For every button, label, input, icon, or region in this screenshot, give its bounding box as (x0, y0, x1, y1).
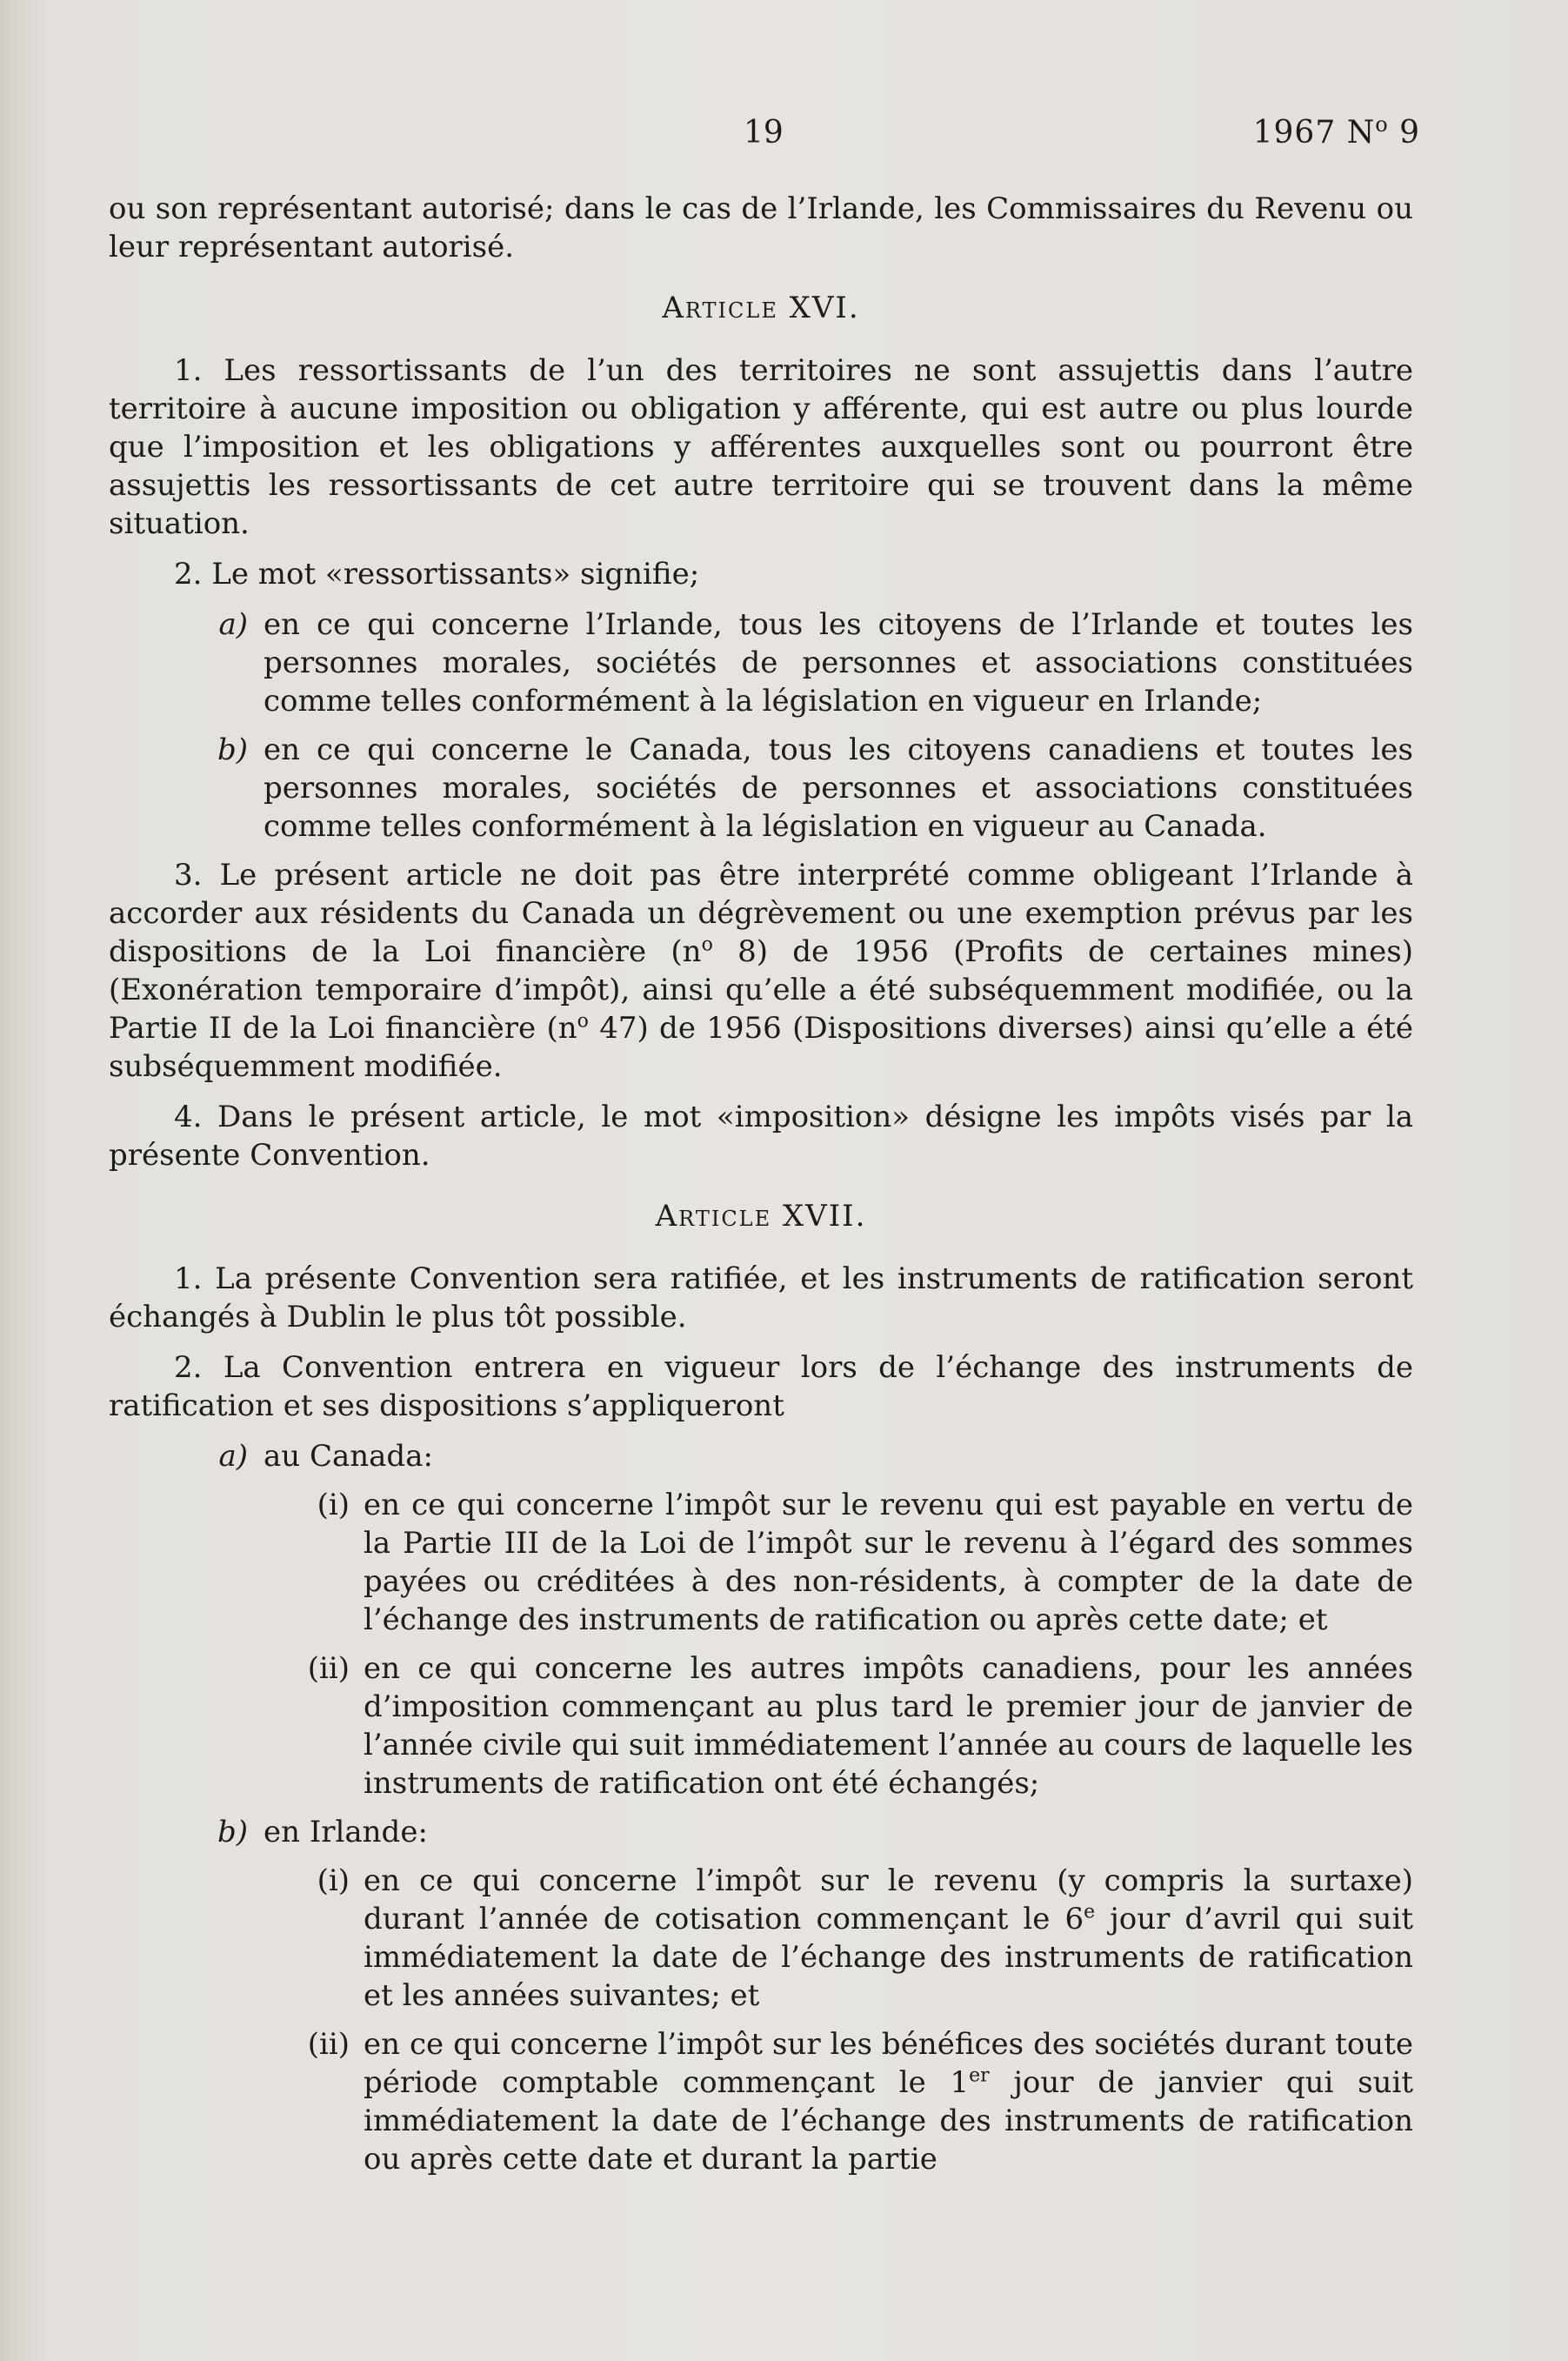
article-16-para-4: 4. Dans le présent article, le mot «imposition» désigne les impôts visés par la présente Convention. (109, 1100, 1413, 1173)
subitem-text-part-2: jour de janvier qui suit immédiatement la date de l’échange des instruments de ratification ou après cette date et durant la partie (364, 2065, 1413, 2177)
article-16-item-b (109, 731, 1413, 846)
article-17-heading: Article XVII. (655, 1199, 867, 1234)
subitem-sup: e (1084, 1901, 1096, 1923)
issue-prefix: N (1346, 115, 1376, 150)
para-3-part-2: 8) de 1956 (Profits de certaines mines) (Exonération temporaire d’impôt), ainsi qu’elle a été subséquemment modifiée, ou la Partie II de la Loi financière (n (109, 934, 1413, 1046)
para-3-part-1: 3. Le présent article ne doit pas être interprété comme obligeant l’Irlande à accorder aux résidents du Canada un dégrèvement ou une exemption prévus par les dispositions de la Loi financière (n (109, 858, 1413, 969)
article-17-item-b-ii (298, 2025, 1413, 2178)
issue-number: 9 (1399, 115, 1420, 150)
para-3-sup-2: o (577, 1010, 589, 1033)
issue-reference (1252, 112, 1420, 150)
item-label: b) (217, 732, 248, 767)
subitem-text (364, 1862, 1413, 2015)
article-16-item-a (109, 605, 1413, 720)
item-label: b) (217, 1815, 248, 1849)
page-number: 19 (744, 115, 784, 150)
article-16-para-3 (109, 856, 1413, 1086)
document-body (109, 190, 1413, 2189)
continued-paragraph: ou son représentant autorisé; dans le cas de l’Irlande, les Commissaires du Revenu ou leur représentant autorisé. (109, 191, 1413, 264)
article-17-item-a-ii (298, 1649, 1413, 1803)
subitem-text-part-2: jour d’avril qui suit immédiatement la date de l’échange des instruments de ratification et les années suivantes; et (364, 1902, 1413, 2013)
subitem-text: en ce qui concerne les autres impôts canadiens, pour les années d’imposition commençant au plus tard le premier jour de janvier de l’année civile qui suit immédiatement l’année au cours de laquelle les instruments de ratification ont été échangés; (364, 1651, 1413, 1801)
article-16-para-2: 2. Le mot «ressortissants» signifie; (174, 557, 700, 592)
article-17-item-b-i (298, 1862, 1413, 2015)
issue-prefix-sup: o (1375, 112, 1389, 137)
item-label: a) (218, 1439, 248, 1474)
article-17-item-a-i (298, 1486, 1413, 1639)
item-text: au Canada: (264, 1439, 433, 1474)
article-16-heading: Article XVI. (662, 291, 860, 325)
subitem-label: (i) (317, 1863, 350, 1898)
item-label: a) (218, 607, 248, 642)
subitem-text-part-1: en ce qui concerne l’impôt sur les bénéfices des sociétés durant toute période comptable commençant le 1 (364, 2027, 1413, 2100)
subitem-text: en ce qui concerne l’impôt sur le revenu qui est payable en vertu de la Partie III de la Loi de l’impôt sur le revenu à l’égard des sommes payées ou créditées à des non-résidents, à compter de la date de l’échange des instruments de ratification ou après cette date; et (364, 1488, 1413, 1637)
page-header (0, 112, 1568, 158)
article-16-para-1: 1. Les ressortissants de l’un des territoires ne sont assujettis dans l’autre territoire à aucune imposition ou obligation y afférente, qui est autre ou plus lourde que l’imposition et les obligations y afférentes auxquelles sont ou pourront être assujettis les ressortissants de cet autre territoire qui se trouvent dans la même situation. (109, 353, 1413, 541)
item-text: en Irlande: (264, 1815, 428, 1849)
article-17-para-2: 2. La Convention entrera en vigueur lors de l’échange des instruments de ratification et ses dispositions s’appliqueront (109, 1350, 1413, 1423)
subitem-label: (i) (317, 1488, 350, 1522)
para-3-part-3: 47) de 1956 (Dispositions diverses) ainsi qu’elle a été subséquemment modifiée. (109, 1011, 1414, 1084)
item-text: en ce qui concerne l’Irlande, tous les citoyens de l’Irlande et toutes les personnes morales, sociétés de personnes et associations constituées comme telles conformément à la législation en vigueur en Irlande; (264, 607, 1413, 719)
subitem-text (364, 2025, 1413, 2178)
subitem-text-part-1: en ce qui concerne l’impôt sur le revenu (y compris la surtaxe) durant l’année de cotisation commençant le 6 (364, 1863, 1413, 1936)
article-17-item-a (109, 1437, 1413, 1475)
article-17-para-1: 1. La présente Convention sera ratifiée, et les instruments de ratification seront échangés à Dublin le plus tôt possible. (109, 1261, 1413, 1334)
issue-year: 1967 (1252, 115, 1337, 150)
subitem-sup: er (969, 2064, 990, 2087)
subitem-label: (ii) (307, 2027, 350, 2062)
para-3-sup-1: o (701, 933, 713, 956)
subitem-label: (ii) (307, 1651, 350, 1686)
item-text: en ce qui concerne le Canada, tous les citoyens canadiens et toutes les personnes morales, sociétés de personnes et associations constituées comme telles conformément à la législation en vigueur au Canada. (264, 732, 1413, 844)
article-17-item-b (109, 1813, 1413, 1851)
